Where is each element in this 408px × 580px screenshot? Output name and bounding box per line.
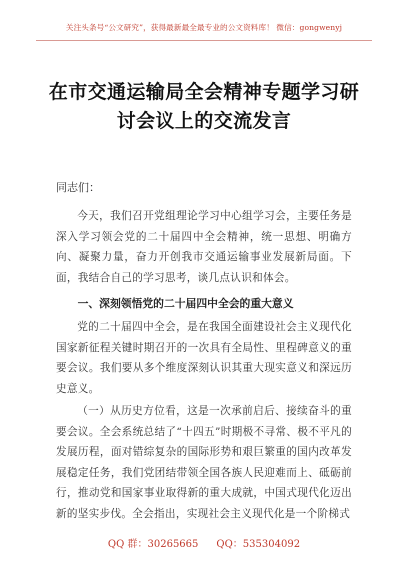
salutation: 同志们：: [56, 181, 100, 194]
document-title: [40, 78, 368, 136]
promo-banner: 关注头条号“公文研究”，获得最新最全最专业的公文资料库！ 微信：gongwenyj: [65, 23, 343, 32]
header-divider: [36, 40, 372, 41]
footer-qq: QQ：535304092: [216, 539, 301, 550]
title-line-2: 讨会议上的交流发言: [116, 110, 292, 132]
section-1-paragraph-1: 党的二十届四中全会，是在我国全面建设社会主义现代化国家新征程关键时期召开的一次具有全局性、里程碑意义的重要会议。我们要从多个维度深刻认识其重大现实意义和深远历史意义。: [56, 321, 352, 395]
footer-qq-group: QQ 群：30265665: [107, 539, 199, 550]
intro-paragraph: 今天，我们召开党组理论学习中心组学习会，主要任务是深入学习领会党的二十届四中全会精神，统一思想、明确方向、凝聚力量，奋力开创我市交通运输事业发展新局面。下面，我结合自己的学习思考，谈几点认识和体会。: [56, 210, 352, 284]
title-line-1: 在市交通运输局全会精神专题学习研: [48, 81, 360, 103]
document-body: [56, 177, 352, 524]
section-1-paragraph-2: （一）从历史方位看，这是一次承前启后、接续奋斗的重要会议。全会系统总结了“十四五”时期极不寻常、极不平凡的发展历程，面对错综复杂的国际形势和艰巨繁重的国内改革发展稳定任务，我们党团结带领全国各族人民迎难而上、砥砺前行，推动党和国家事业取得新的重大成就，中国式现代化迈出新的坚实步伐。全会指出，实现社会主义现代化是一个阶梯式: [56, 405, 352, 520]
section-1-heading: 一、深刻领悟党的二十届四中全会的重大意义: [77, 297, 294, 310]
page-footer: [0, 535, 408, 550]
